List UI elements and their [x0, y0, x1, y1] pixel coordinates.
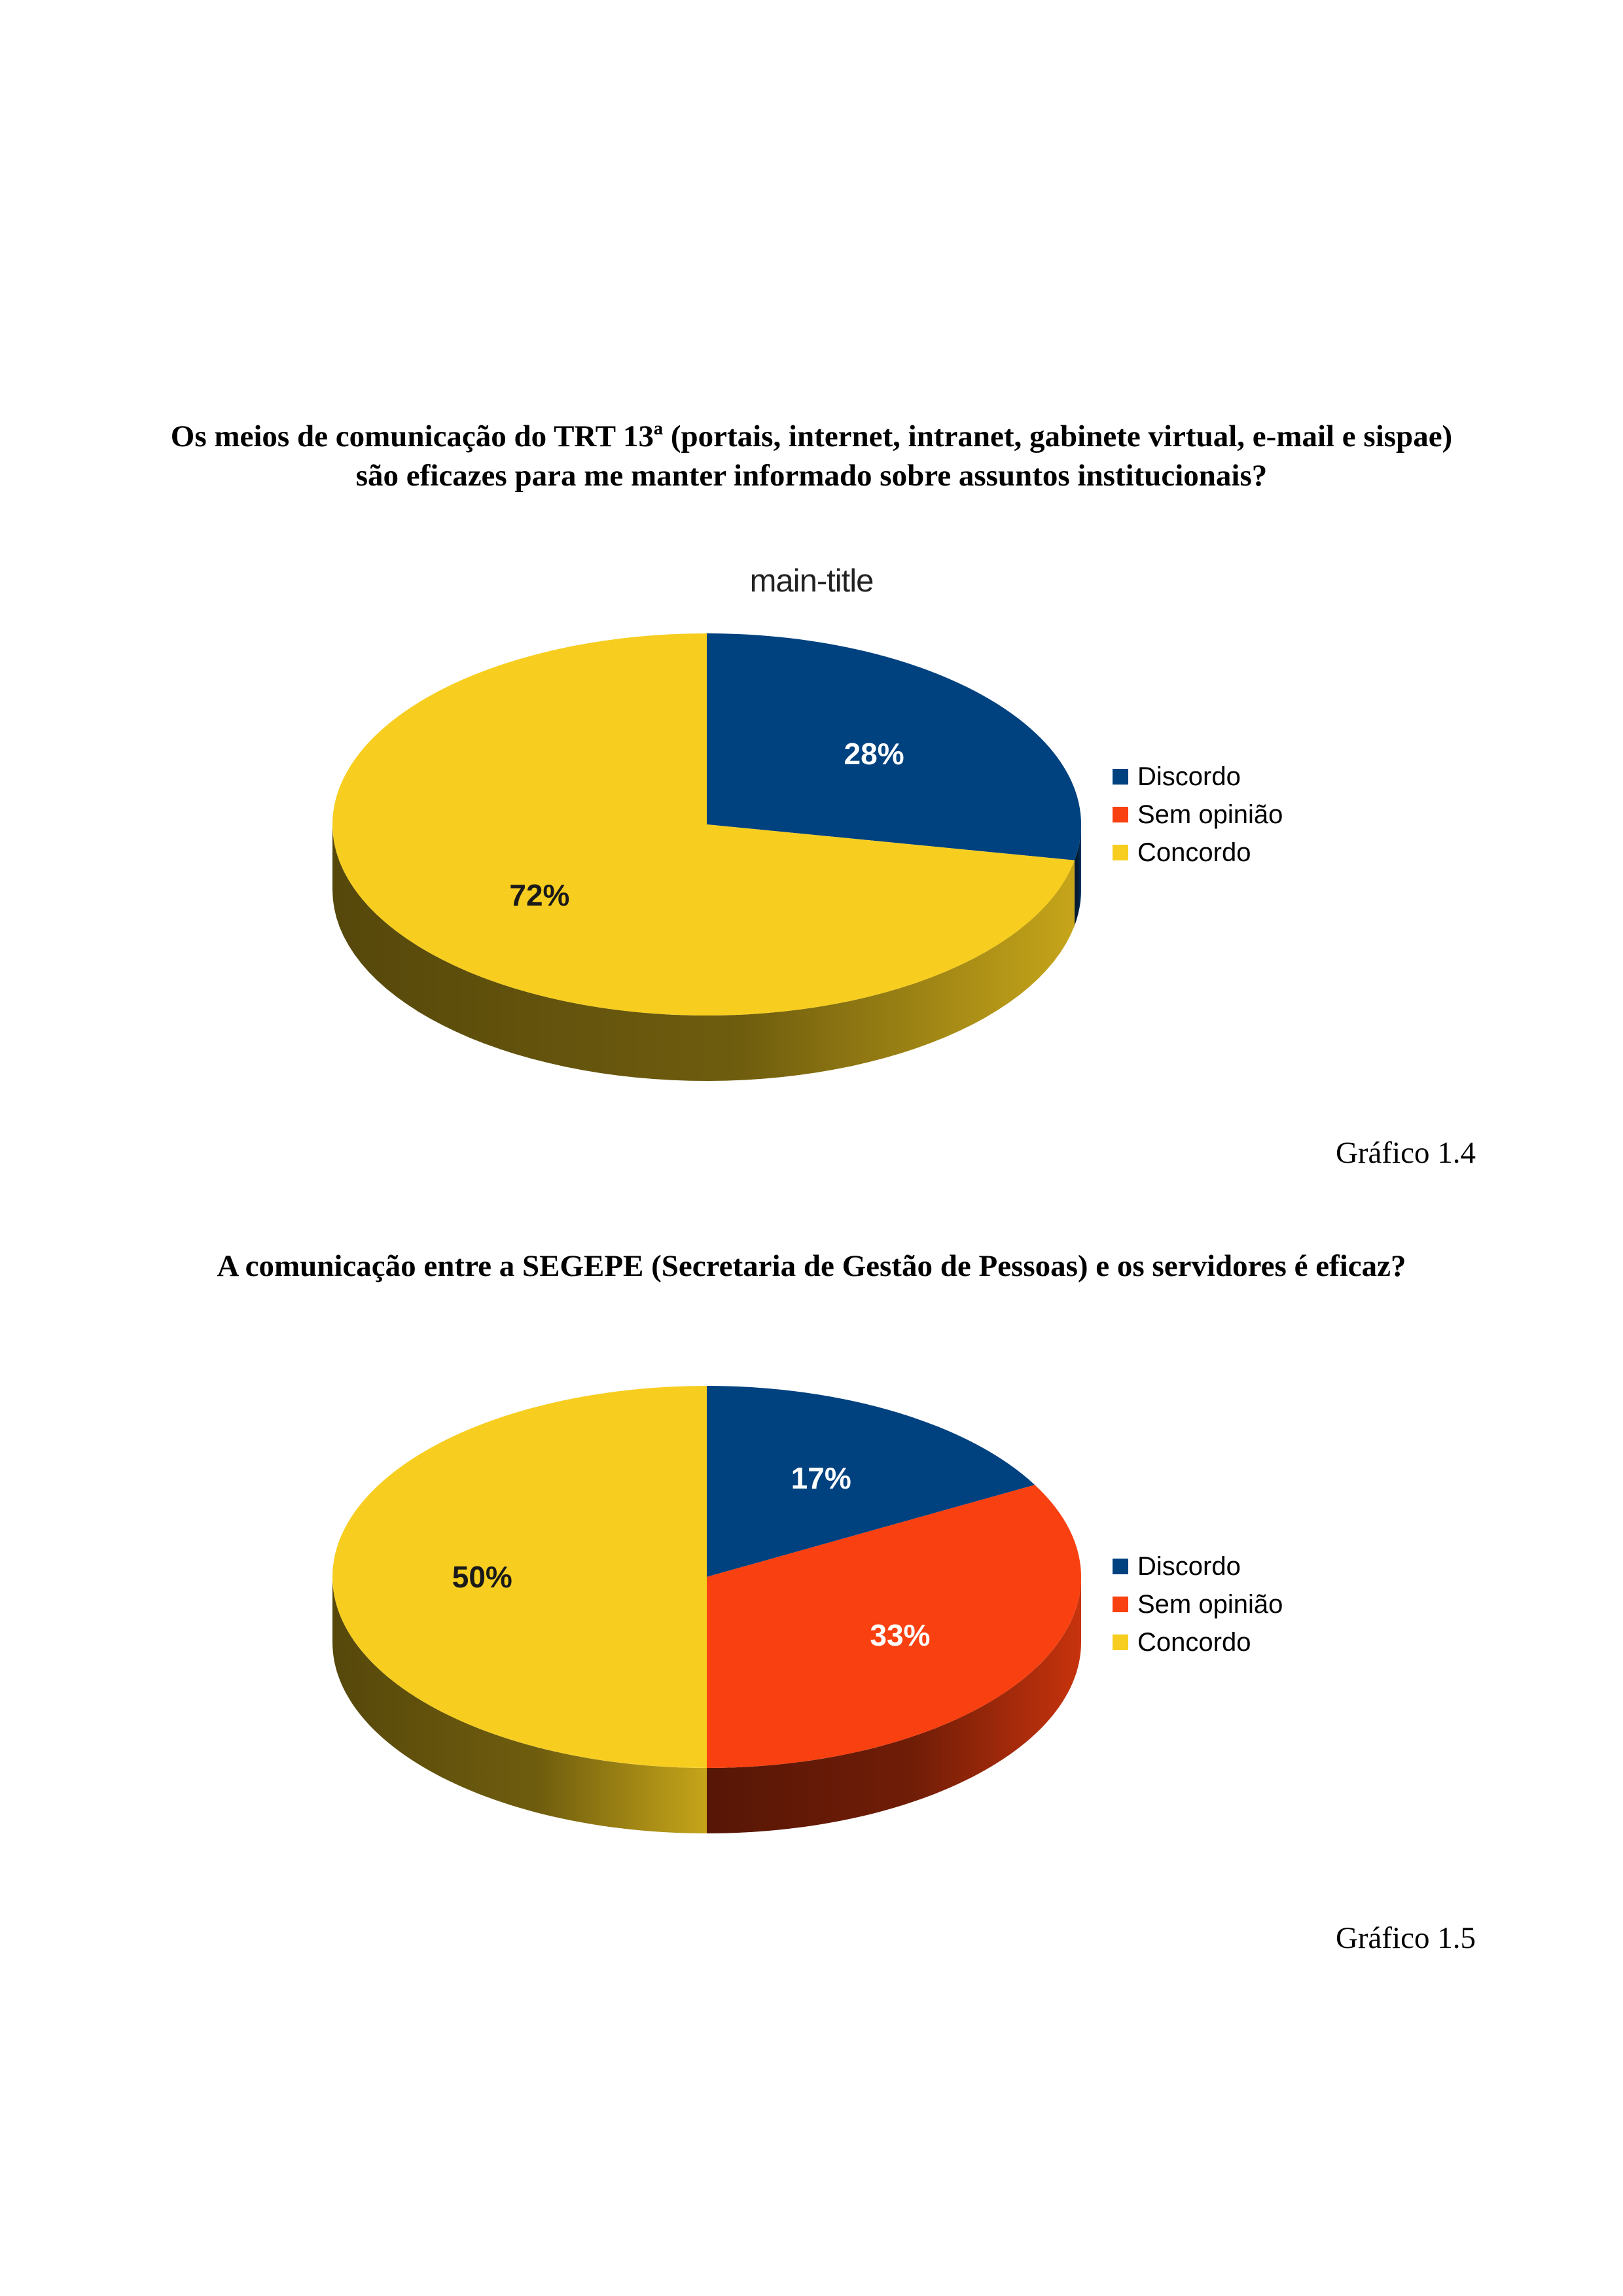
pie-label-sem-opinião: 33% [870, 1618, 931, 1653]
legend-swatch [1113, 1559, 1128, 1574]
legend-label: Sem opinião [1137, 1589, 1283, 1619]
legend-label: Discordo [1137, 1551, 1241, 1581]
pie-label-concordo: 50% [452, 1560, 512, 1594]
legend-swatch [1113, 769, 1128, 785]
legend-item-discordo [1113, 758, 1283, 796]
chart1-pie [0, 609, 1623, 1145]
chart1-caption: Gráfico 1.4 [1335, 1136, 1476, 1170]
pie-label-discordo: 28% [844, 737, 904, 771]
chart2-question: A comunicação entre a SEGEPE (Secretaria de Gestão de Pessoas) e os servidores é eficaz? [217, 1249, 1406, 1283]
legend-swatch [1113, 807, 1128, 822]
chart1-question: Os meios de comunicação do TRT 13ª (portais, internet, intranet, gabinete virtual, e-mail e sispae) são eficazes para me manter informado sobre assuntos institucionais? [170, 419, 1453, 493]
legend-item-discordo [1113, 1547, 1283, 1585]
chart1-title: main-title [749, 563, 874, 599]
legend-item-sem-opiniao [1113, 1585, 1283, 1623]
chart2-caption: Gráfico 1.5 [1335, 1921, 1476, 1955]
chart2-legend [1113, 1547, 1283, 1661]
legend-swatch [1113, 845, 1128, 860]
chart1-legend [1113, 758, 1283, 872]
legend-item-sem-opiniao [1113, 796, 1283, 834]
chart2-pie [0, 1361, 1623, 1898]
legend-label: Concordo [1137, 838, 1251, 867]
legend-label: Sem opinião [1137, 800, 1283, 829]
legend-label: Concordo [1137, 1627, 1251, 1657]
legend-swatch [1113, 1597, 1128, 1612]
legend-item-concordo [1113, 834, 1283, 872]
pie-label-concordo: 72% [509, 878, 570, 912]
pie-label-discordo: 17% [791, 1461, 851, 1496]
legend-label: Discordo [1137, 762, 1241, 791]
legend-swatch [1113, 1634, 1128, 1650]
legend-item-concordo [1113, 1623, 1283, 1661]
